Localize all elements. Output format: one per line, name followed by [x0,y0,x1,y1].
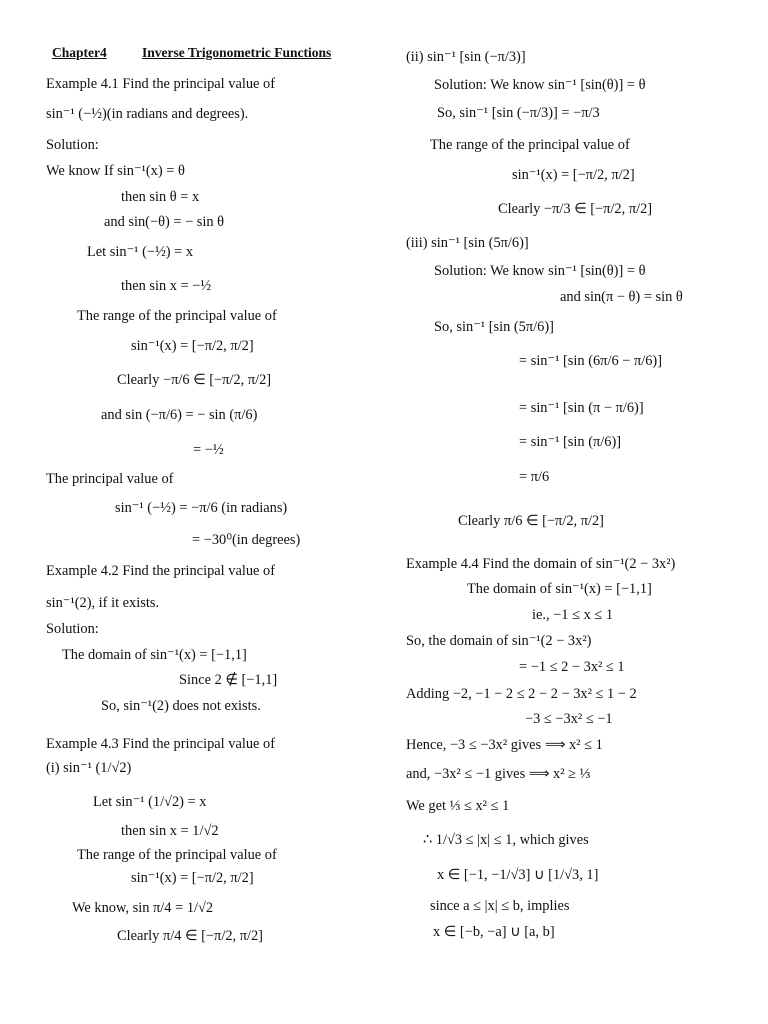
example-4-4-line: = −1 ≤ 2 − 3x² ≤ 1 [519,659,625,675]
example-4-4-line: x ∈ [−1, −1/√3] ∪ [1/√3, 1] [437,867,599,883]
example-4-3-part-i: (i) sin⁻¹ (1/√2) [46,760,132,776]
example-4-3-line: Let sin⁻¹ (1/√2) = x [93,794,207,810]
part-iii-line: = sin⁻¹ [sin (π/6)] [519,434,622,450]
example-4-1-line: = −½ [193,442,224,458]
part-ii-line: sin⁻¹(x) = [−π/2, π/2] [512,167,635,183]
part-iii-line: = sin⁻¹ [sin (6π/6 − π/6)] [519,353,662,369]
example-4-4-line: ∴ 1/√3 ≤ |x| ≤ 1, which gives [423,832,589,848]
example-4-4-line: Adding −2, −1 − 2 ≤ 2 − 2 − 3x² ≤ 1 − 2 [406,686,637,702]
part-iii-line: and sin(π − θ) = sin θ [560,289,683,305]
part-ii-line: Clearly −π/3 ∈ [−π/2, π/2] [498,201,653,217]
example-4-1-line: Clearly −π/6 ∈ [−π/2, π/2] [117,372,272,388]
part-iii-line: Solution: We know sin⁻¹ [sin(θ)] = θ [434,263,646,279]
example-4-1-line: sin⁻¹ (−½) = −π/6 (in radians) [115,500,288,516]
example-4-3-line: The range of the principal value of [77,847,277,863]
example-4-3-part-iii: (iii) sin⁻¹ [sin (5π/6)] [406,235,529,251]
example-4-4-line: We get ⅓ ≤ x² ≤ 1 [406,798,510,814]
example-4-2-title: Example 4.2 Find the principal value of [46,563,275,579]
example-4-4-title: Example 4.4 Find the domain of sin⁻¹(2 − 3x²) [406,556,676,572]
part-iii-line: So, sin⁻¹ [sin (5π/6)] [434,319,554,335]
example-4-3-line: then sin x = 1/√2 [121,823,219,839]
example-4-2-line: The domain of sin⁻¹(x) = [−1,1] [62,647,247,663]
example-4-4-line: −3 ≤ −3x² ≤ −1 [525,711,613,727]
example-4-4-line: since a ≤ |x| ≤ b, implies [430,898,570,914]
example-4-4-line: So, the domain of sin⁻¹(2 − 3x²) [406,633,592,649]
example-4-4-line: The domain of sin⁻¹(x) = [−1,1] [467,581,652,597]
example-4-1-expression: sin⁻¹ (−½)(in radians and degrees). [46,106,249,122]
example-4-1-line: and sin(−θ) = − sin θ [104,214,225,230]
example-4-1-line: and sin (−π/6) = − sin (π/6) [101,407,258,423]
example-4-1-line: = −30⁰(in degrees) [192,532,301,548]
example-4-2-line: So, sin⁻¹(2) does not exists. [101,698,261,714]
chapter-label: Chapter4 [52,45,107,60]
part-iii-line: = sin⁻¹ [sin (π − π/6)] [519,400,644,416]
part-ii-line: So, sin⁻¹ [sin (−π/3)] = −π/3 [437,105,600,121]
example-4-2-solution-label: Solution: [46,621,99,637]
example-4-1-solution-label: Solution: [46,137,99,153]
example-4-4-line: and, −3x² ≤ −1 gives ⟹ x² ≥ ⅓ [406,766,591,782]
example-4-3-line: Clearly π/4 ∈ [−π/2, π/2] [117,928,263,944]
part-ii-line: Solution: We know sin⁻¹ [sin(θ)] = θ [434,77,646,93]
example-4-4-line: Hence, −3 ≤ −3x² gives ⟹ x² ≤ 1 [406,737,603,753]
part-iii-line: Clearly π/6 ∈ [−π/2, π/2] [458,513,604,529]
example-4-3-line: We know, sin π/4 = 1/√2 [72,900,214,916]
example-4-1-line: Let sin⁻¹ (−½) = x [87,244,194,260]
part-ii-line: The range of the principal value of [430,137,630,153]
example-4-2-line: Since 2 ∉ [−1,1] [179,672,278,688]
example-4-2-expression: sin⁻¹(2), if it exists. [46,595,160,611]
example-4-4-line: ie., −1 ≤ x ≤ 1 [532,607,614,623]
part-iii-line: = π/6 [519,469,550,485]
example-4-1-line: then sin x = −½ [121,278,212,294]
example-4-3-line: sin⁻¹(x) = [−π/2, π/2] [131,870,254,886]
example-4-1-title: Example 4.1 Find the principal value of [46,76,275,92]
example-4-1-line: The principal value of [46,471,174,487]
example-4-1-line: The range of the principal value of [77,308,277,324]
chapter-title: Inverse Trigonometric Functions [142,45,332,60]
example-4-4-line: x ∈ [−b, −a] ∪ [a, b] [433,924,555,940]
example-4-1-line: We know If sin⁻¹(x) = θ [46,163,185,179]
example-4-3-title: Example 4.3 Find the principal value of [46,736,275,752]
example-4-1-line: sin⁻¹(x) = [−π/2, π/2] [131,338,254,354]
example-4-3-part-ii: (ii) sin⁻¹ [sin (−π/3)] [406,49,526,65]
example-4-1-line: then sin θ = x [121,189,200,205]
